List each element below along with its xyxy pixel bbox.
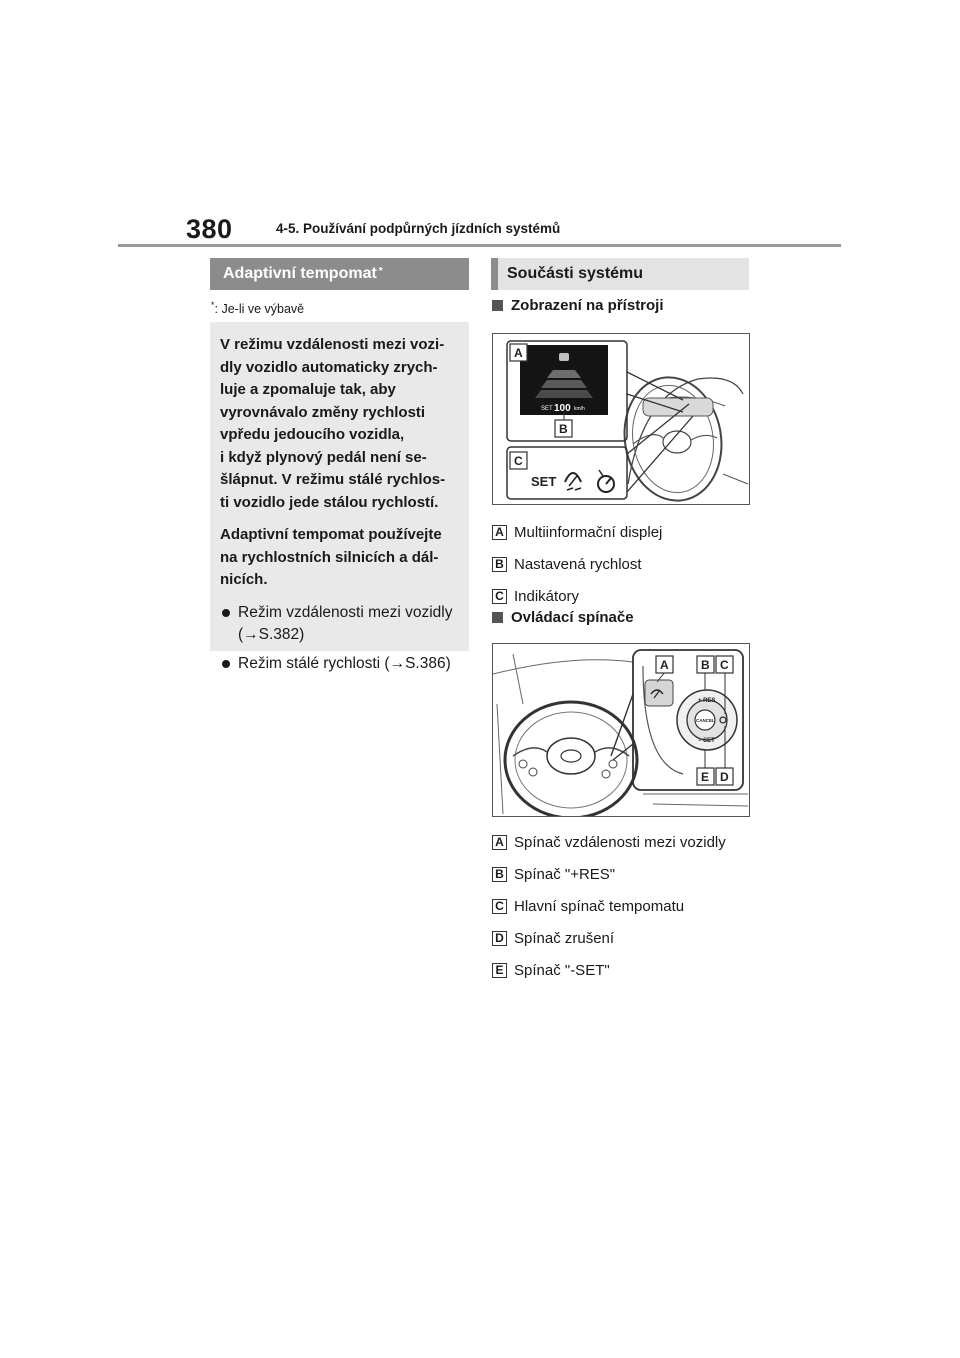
callout-b: B: [559, 422, 568, 436]
bullet-link-distance-mode[interactable]: Režim vzdálenosti mezi vozidly (→S.382): [238, 603, 453, 643]
res-label: + RES: [698, 698, 716, 704]
legend-key: C: [492, 899, 507, 914]
subheading-switches: [492, 609, 634, 626]
legend-key: B: [492, 557, 507, 572]
info-paragraph-2: Adaptivní tempomat používejte na rychlostních silnicích a dál- nicích.: [220, 526, 442, 588]
set-label: − SET: [698, 738, 715, 744]
legend-text: Spínač vzdálenosti mezi vozidly: [514, 833, 726, 851]
subheading-display: [492, 297, 664, 314]
section-title: 4-5. Používání podpůrných jízdních systémů: [276, 221, 561, 236]
header-divider: [118, 244, 841, 247]
footnote: [211, 300, 304, 316]
bullet-item: [220, 602, 459, 647]
steering-wheel-illustration: [493, 644, 749, 816]
callout-a: A: [660, 658, 669, 672]
callout-b: B: [701, 658, 710, 672]
legend-text: Multiinformační displej: [514, 523, 663, 541]
right-section-heading: [491, 258, 749, 290]
legend-text: Indikátory: [514, 587, 580, 605]
right-heading-text: Součásti systému: [507, 265, 644, 282]
legend-key: C: [492, 589, 507, 604]
legend-item: [492, 890, 726, 922]
legend-list-1: [492, 516, 662, 612]
callout-a: A: [514, 346, 523, 360]
square-bullet-icon: [492, 612, 503, 623]
square-bullet-icon: [492, 300, 503, 311]
legend-key: A: [492, 835, 507, 850]
bullet-dot-icon: [222, 660, 230, 668]
bullet-item: [220, 653, 459, 676]
cancel-label: CANCEL: [696, 718, 715, 723]
legend-item: [492, 580, 662, 612]
legend-text: Spínač "-SET": [514, 961, 610, 979]
display-set-text: SET: [541, 406, 553, 412]
page-number: 380: [186, 214, 233, 244]
subheading-switches-text: Ovládací spínače: [511, 609, 634, 626]
heading-accent-bar: [491, 258, 498, 290]
left-section-heading: [210, 258, 469, 290]
instrument-illustration: [493, 334, 749, 504]
callout-c: C: [720, 658, 729, 672]
display-unit-text: km/h: [574, 406, 585, 412]
legend-key: B: [492, 867, 507, 882]
subheading-display-text: Zobrazení na přístroji: [511, 297, 664, 314]
legend-key: A: [492, 525, 507, 540]
legend-item: [492, 548, 662, 580]
legend-text: Spínač zrušení: [514, 929, 615, 947]
legend-text: Hlavní spínač tempomatu: [514, 897, 685, 915]
legend-item: [492, 858, 726, 890]
info-paragraph-1: V režimu vzdálenosti mezi vozi- dly vozidlo automaticky zrych- luje a zpomaluje tak, aby vyrovnávalo změny rychlosti vpředu jedoucího vozidla, i když plynový pedál není se- šlápnut. V režimu stálé rychlos- ti vozidlo jede stálou rychlostí.: [220, 336, 446, 511]
legend-key: D: [492, 931, 507, 946]
legend-item: [492, 954, 726, 986]
legend-item: [492, 922, 726, 954]
legend-list-2: [492, 826, 726, 986]
bullet-link-constant-speed-mode[interactable]: Režim stálé rychlosti (→S.386): [238, 654, 451, 672]
callout-d: D: [720, 770, 729, 784]
distance-indicator-icon: [565, 473, 581, 490]
indicator-set-text: SET: [531, 474, 557, 489]
legend-text: Nastavená rychlost: [514, 555, 642, 573]
cruise-indicator-icon: [598, 470, 614, 492]
callout-c: C: [514, 454, 523, 468]
info-box: [210, 322, 469, 672]
legend-text: Spínač "+RES": [514, 865, 616, 883]
footnote-text: : Je-li ve výbavě: [214, 302, 305, 317]
legend-item: [492, 516, 662, 548]
footnote-asterisk: *: [211, 300, 215, 310]
heading-asterisk: *: [378, 265, 383, 277]
figure-control-switches: [492, 643, 750, 817]
legend-key: E: [492, 963, 507, 978]
figure-instrument-display: [492, 333, 750, 505]
display-speed-text: 100: [554, 403, 571, 414]
legend-item: [492, 826, 726, 858]
left-heading-text: Adaptivní tempomat: [223, 265, 377, 282]
bullet-dot-icon: [222, 609, 230, 617]
callout-e: E: [701, 770, 710, 784]
